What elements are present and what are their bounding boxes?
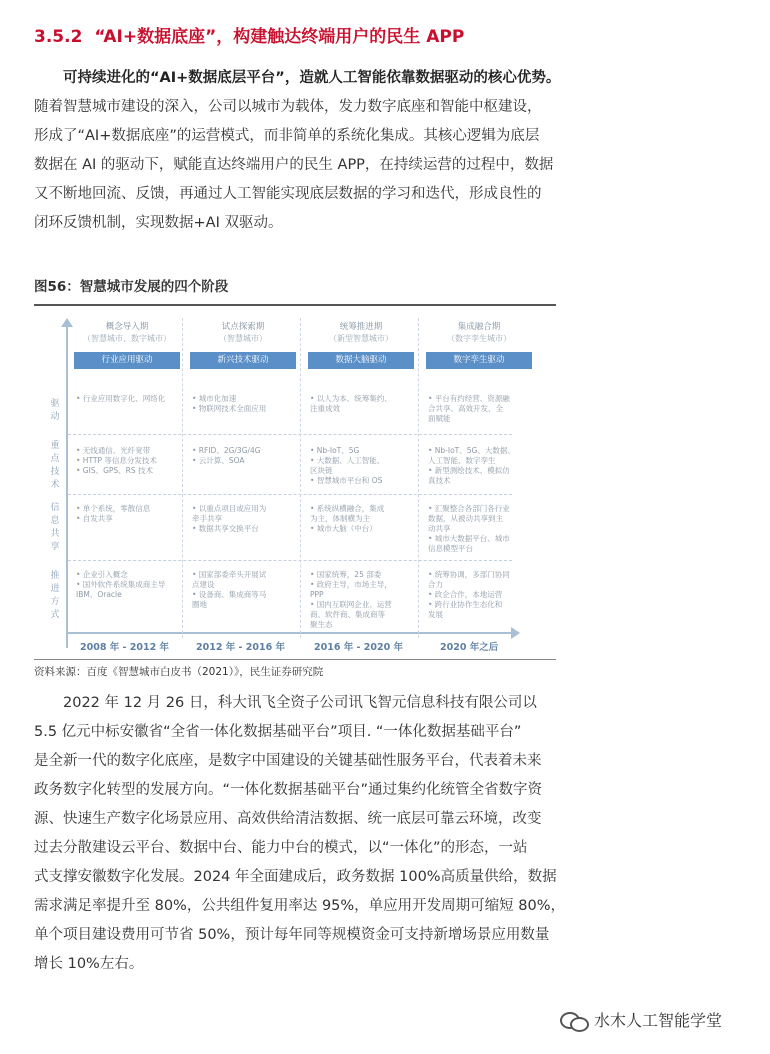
cell-line: • 政企合作，本地运营 [428, 590, 503, 599]
cell-line: • 大数据、人工智能、 [310, 456, 385, 465]
intro-line: 又不断地回流、反馈，再通过人工智能实现底层数据的学习和迭代，形成良性的 [34, 186, 542, 202]
cell-drive-3 [310, 394, 392, 414]
cell-line: 合共享、高效开发、全 [428, 404, 503, 413]
stage-subtitle: （智慧城市、数字城市） [83, 334, 171, 343]
stage-column-4 [422, 322, 536, 369]
cell-line: • 新型测绘技术、模拟仿 [428, 466, 510, 475]
row-label-share: 信息共享 [50, 503, 60, 552]
column-separator [418, 318, 419, 638]
body-paragraph [34, 689, 740, 979]
cell-line: • 国家部委牵头开展试 [192, 570, 267, 579]
figure-bottom-rule [34, 659, 556, 660]
intro-paragraph [34, 64, 740, 238]
body-line: 源、快速生产数字化场景应用、高效供给清洁数据、统一底层可靠云环境，改变 [34, 811, 542, 827]
section-heading [34, 22, 464, 47]
cell-line: • GIS、GPS、RS 技术 [76, 466, 154, 475]
cell-line: 合力 [428, 580, 443, 589]
cell-line: • 国外软件系统集成商主导 [76, 580, 166, 589]
body-line: 增长 10%左右。 [34, 956, 144, 972]
era-label-2: 2012 年 - 2016 年 [196, 642, 286, 653]
cell-line: • 行业应用数字化、网络化 [76, 394, 166, 403]
cell-line: • 以重点项目或应用为 [192, 504, 267, 513]
cell-line: 动共享 [428, 524, 451, 533]
vertical-axis-arrow [66, 326, 68, 648]
era-label-3: 2016 年 - 2020 年 [314, 642, 404, 653]
body-line: 需求满足率提升至 80%，公共组件复用率达 95%，单应用开发周期可缩短 80%， [34, 898, 566, 914]
stage-name: 试点探索期 [221, 322, 265, 332]
cell-line: • 企业引入概念 [76, 570, 128, 579]
cell-line: • 城市化加速 [192, 394, 237, 403]
stage-name: 集成融合期 [457, 322, 501, 332]
intro-line: 数据在 AI 的驱动下，赋能直达终端用户的民生 APP，在持续运营的过程中，数据 [34, 157, 554, 173]
row-label-drive: 驱动 [50, 399, 60, 422]
cell-tech-1 [76, 446, 157, 476]
cell-line: 牵手共享 [192, 514, 222, 523]
cell-line: 区块链 [310, 466, 333, 475]
cell-line: 信息模型平台 [428, 544, 473, 553]
cell-line: 真技术 [428, 476, 451, 485]
cell-line: • HTTP 等信息分发技术 [76, 456, 157, 465]
body-line: 是全新一代的数字化底座，是数字中国建设的关键基础性服务平台，代表着未来 [34, 753, 542, 769]
column-separator [300, 318, 301, 638]
cell-line: • 跨行业协作生态化和 [428, 600, 503, 609]
cell-line: 数据，从被动共享到主 [428, 514, 503, 523]
cell-line: • 平台有约经营、资源融 [428, 394, 510, 403]
cell-share-1 [76, 504, 150, 524]
body-line: 政务数字化转型的发展方向。“一体化数据基础平台”通过集约化统管全省数字资 [34, 782, 543, 798]
cell-line: • 国家统筹，25 部委 [310, 570, 382, 579]
cell-line: • Nb-IoT、5G、大数据、 [428, 446, 515, 455]
body-line: 过去分散建设云平台、数据中台、能力中台的模式，以“一体化”的形态，一站 [34, 840, 528, 856]
section-title: “AI+数据底座”，构建触达终端用户的民生 APP [94, 27, 465, 47]
body-line: 5.5 亿元中标安徽省“全省一体化数据基础平台”项目. “一体化数据基础平台” [34, 724, 522, 740]
row-separator [68, 494, 512, 495]
cell-line: • 国内互联网企业、运营 [310, 600, 392, 609]
cell-line: • 数据共享交换平台 [192, 524, 259, 533]
wechat-icon [560, 1009, 588, 1031]
cell-line: 圈地 [192, 600, 207, 609]
intro-line: 随着智慧城市建设的深入，公司以城市为载体，发力数字底座和智能中枢建设， [34, 99, 542, 115]
cell-line: • RFID、2G/3G/4G [192, 446, 261, 455]
cell-line: • 城市大脑（中台） [310, 524, 377, 533]
cell-line: • 系统纵横融合，集成 [310, 504, 385, 513]
cell-method-4 [428, 570, 510, 620]
cell-line: • 无线通信、光纤宽带 [76, 446, 151, 455]
body-line: 单个项目建设费用可节省 50%，预计每年同等规模资金可支持新增场景应用数量 [34, 927, 550, 943]
cell-tech-2 [192, 446, 261, 466]
cell-tech-4 [428, 446, 515, 486]
cell-line: 聚生态 [310, 620, 333, 629]
stage-driver-box: 行业应用驱动 [74, 352, 180, 369]
intro-line: 可持续进化的“AI+数据底层平台”，造就人工智能依靠数据驱动的核心优势。 [63, 70, 561, 86]
cell-line: • 单个系统，零散信息 [76, 504, 151, 513]
cell-line: • 以人为本、统筹集约、 [310, 394, 392, 403]
cell-method-3 [310, 570, 392, 630]
stage-driver-box: 数字孪生驱动 [426, 352, 532, 369]
cell-line: PPP [310, 590, 324, 599]
stage-name: 统筹推进期 [339, 322, 383, 332]
cell-line: • 智慧城市平台和 OS [310, 476, 383, 485]
cell-tech-3 [310, 446, 384, 486]
stage-column-2 [186, 322, 300, 369]
section-number: 3.5.2 [34, 27, 83, 47]
era-label-1: 2008 年 - 2012 年 [80, 642, 170, 653]
cell-line: • 汇聚整合各部门各行业 [428, 504, 510, 513]
cell-line: • 自发共享 [76, 514, 113, 523]
watermark-text: 水木人工智能学堂 [594, 1011, 723, 1030]
cell-drive-1 [76, 394, 165, 404]
cell-share-3 [310, 504, 384, 534]
figure-title: 图56：智慧城市发展的四个阶段 [34, 279, 229, 295]
cell-line: • 云计算、SOA [192, 456, 245, 465]
cell-line: • 政府主导，市场主导， [310, 580, 392, 589]
cell-line: 注重成效 [310, 404, 340, 413]
cell-line: 点建设 [192, 580, 215, 589]
figure-source: 资料来源：百度《智慧城市白皮书（2021）》，民生证券研究院 [34, 666, 324, 678]
intro-line: 闭环反馈机制，实现数据+AI 双驱动。 [34, 215, 283, 231]
cell-drive-2 [192, 394, 266, 414]
row-label-method: 推进方式 [50, 571, 60, 620]
cell-line: 人工智能、数字孪生 [428, 456, 496, 465]
cell-line: • 物联网技术全面应用 [192, 404, 267, 413]
cell-line: 商、软件商、集成商等 [310, 610, 385, 619]
watermark [560, 1008, 722, 1031]
stage-driver-box: 新兴技术驱动 [190, 352, 296, 369]
stage-subtitle: （数字孪生城市） [447, 334, 511, 343]
horizontal-axis-arrow [66, 632, 512, 634]
era-label-4: 2020 年之后 [440, 642, 499, 653]
stage-column-3 [304, 322, 418, 369]
smart-city-stages-diagram [40, 312, 520, 658]
cell-share-4 [428, 504, 510, 554]
cell-method-2 [192, 570, 266, 610]
stage-subtitle: （新型智慧城市） [329, 334, 393, 343]
stage-driver-box: 数据大脑驱动 [308, 352, 414, 369]
cell-line: IBM、Oracle [76, 590, 122, 599]
cell-drive-4 [428, 394, 510, 424]
row-separator [68, 560, 512, 561]
cell-line: • 统筹协调，多部门协同 [428, 570, 510, 579]
row-separator [68, 434, 512, 435]
stage-column-1 [70, 322, 184, 369]
body-line: 2022 年 12 月 26 日，科大讯飞全资子公司讯飞智元信息科技有限公司以 [63, 695, 537, 711]
stage-name: 概念导入期 [105, 322, 149, 332]
intro-line: 形成了“AI+数据底座”的运营模式，而非简单的系统化集成。其核心逻辑为底层 [34, 128, 540, 144]
cell-share-2 [192, 504, 266, 534]
cell-line: 发展 [428, 610, 443, 619]
cell-line: • 城市大数据平台、城市 [428, 534, 510, 543]
cell-line: • 设备商、集成商等马 [192, 590, 267, 599]
figure-top-rule [34, 304, 556, 306]
body-line: 式支撑安徽数字化发展。2024 年全面建成后，政务数据 100%高质量供给，数据 [34, 869, 557, 885]
cell-line: • Nb-IoT、5G [310, 446, 360, 455]
row-label-tech: 重点技术 [50, 441, 60, 490]
stage-subtitle: （智慧城市） [219, 334, 267, 343]
cell-line: 为主，体制横为主 [310, 514, 370, 523]
cell-method-1 [76, 570, 165, 600]
cell-line: 面赋能 [428, 414, 451, 423]
